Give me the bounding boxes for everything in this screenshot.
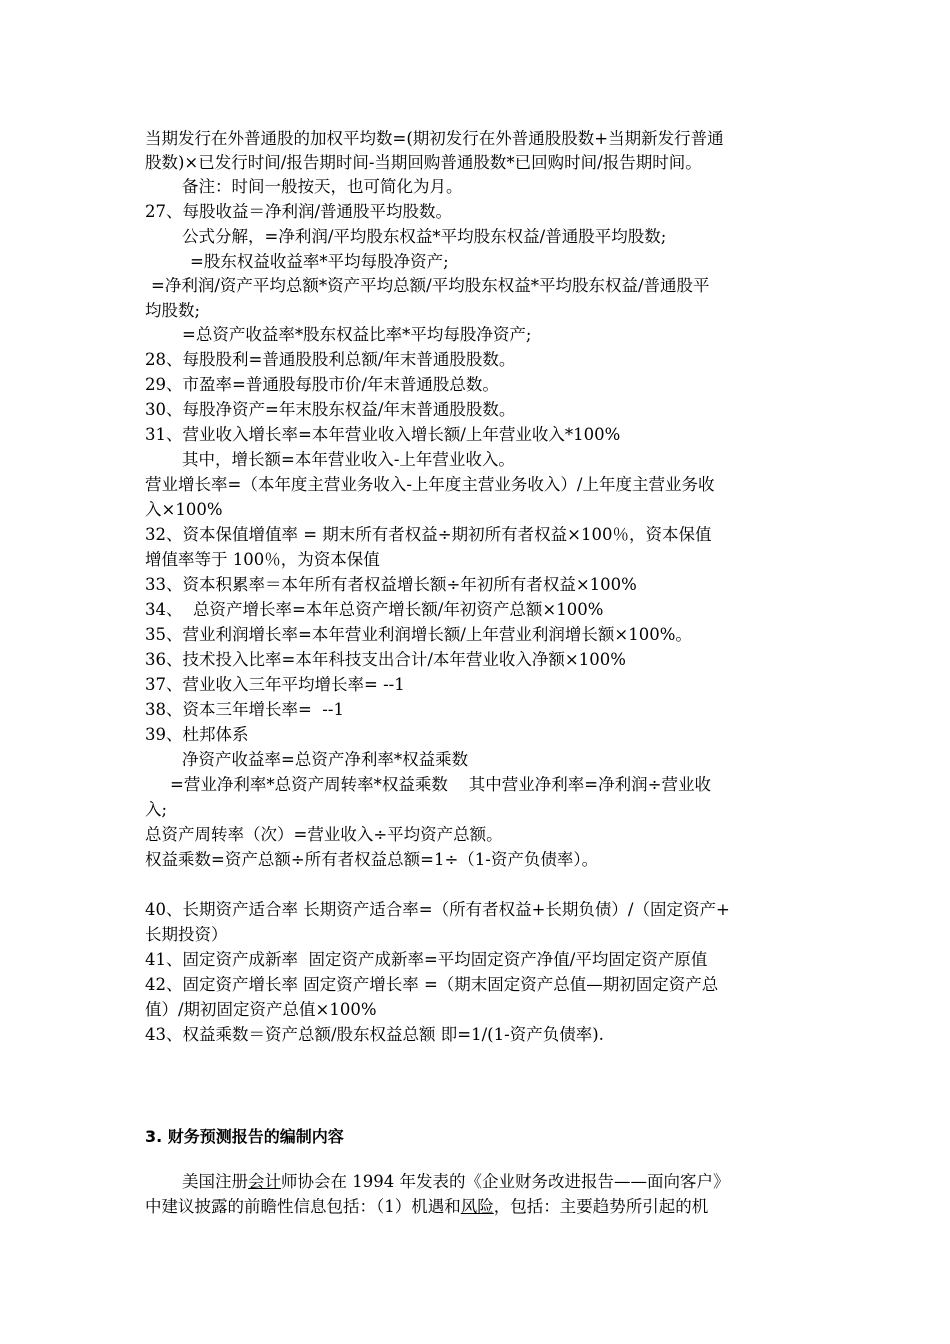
text-line: 营业增长率=（本年度主营业务收入-上年度主营业务收入）/上年度主营业务收	[145, 475, 715, 494]
text-line: 41、固定资产成新率 固定资产成新率=平均固定资产净值/平均固定资产原值	[145, 950, 708, 969]
text-line: 40、长期资产适合率 长期资产适合率=（所有者权益+长期负债）/（固定资产+	[145, 900, 730, 919]
text-line: 当期发行在外普通股的加权平均数=(期初发行在外普通股股数+当期新发行普通	[145, 129, 724, 148]
text-line: 43、权益乘数＝资产总额/股东权益总额 即=1/(1-资产负债率).	[145, 1025, 604, 1044]
text-line: 均股数;	[145, 301, 201, 320]
text-line: =净利润/资产平均总额*资产平均总额/平均股东权益*平均股东权益/普通股平	[151, 276, 710, 295]
text-line: 30、每股净资产=年末股东权益/年末普通股股数。	[145, 400, 516, 419]
text-line: 39、杜邦体系	[145, 725, 249, 744]
text-line: 股数)×已发行时间/报告期时间-当期回购普通股数*已回购时间/报告期时间。	[145, 153, 702, 172]
paragraph-text: 师协会在 1994 年发表的《企业财务改进报告——面向客户》	[281, 1172, 730, 1191]
text-line: 增值率等于 100％，为资本保值	[145, 550, 380, 569]
text-line: 38、资本三年增长率= --1	[145, 700, 344, 719]
text-line: 公式分解，=净利润/平均股东权益*平均股东权益/普通股平均股数;	[182, 227, 667, 246]
text-line: 备注：时间一般按天，也可简化为月。	[182, 177, 463, 196]
text-line: 29、市盈率=普通股每股市价/年末普通股总数。	[145, 375, 499, 394]
link-accounting[interactable]: 会计	[248, 1172, 281, 1191]
link-risk[interactable]: 风险	[460, 1197, 494, 1216]
text-line: 37、营业收入三年平均增长率= --1	[145, 675, 405, 694]
text-line: 36、技术投入比率=本年科技支出合计/本年营业收入净额×100%	[145, 650, 626, 669]
text-line: =股东权益收益率*平均每股净资产;	[190, 252, 449, 271]
text-line: 入×100%	[145, 500, 223, 519]
paragraph-text: 美国注册	[182, 1172, 248, 1191]
text-line: 32、资本保值增值率 = 期末所有者权益÷期初所有者权益×100％，资本保值	[145, 525, 712, 544]
text-line: =营业净利率*总资产周转率*权益乘数 其中营业净利率=净利润÷营业收	[170, 775, 711, 794]
text-line: 27、每股收益＝净利润/普通股平均股数。	[145, 202, 453, 221]
section-heading: 3. 财务预测报告的编制内容	[145, 1127, 344, 1146]
paragraph-line	[182, 1170, 729, 1194]
text-line: 净资产收益率=总资产净利率*权益乘数	[182, 750, 469, 769]
text-line: 35、营业利润增长率=本年营业利润增长额/上年营业利润增长额×100%。	[145, 625, 692, 644]
text-line: 总资产周转率（次）=营业收入÷平均资产总额。	[145, 825, 503, 844]
paragraph-line	[145, 1195, 708, 1219]
paragraph-text: ，包括：主要趋势所引起的机	[493, 1197, 709, 1216]
text-line: 33、资本积累率＝本年所有者权益增长额÷年初所有者权益×100%	[145, 575, 637, 594]
text-line: 31、营业收入增长率=本年营业收入增长额/上年营业收入*100%	[145, 425, 621, 444]
text-line: 其中，增长额=本年营业收入-上年营业收入。	[182, 450, 515, 469]
paragraph-text: 中建议披露的前瞻性信息包括：（1）机遇和	[145, 1197, 461, 1216]
text-line: 长期投资）	[145, 925, 228, 944]
text-line: =总资产收益率*股东权益比率*平均每股净资产;	[182, 325, 532, 344]
text-line: 28、每股股利=普通股股利总额/年末普通股股数。	[145, 350, 516, 369]
text-line: 入;	[145, 800, 168, 819]
text-line: 值）/期初固定资产总值×100%	[145, 1000, 377, 1019]
text-line: 42、固定资产增长率 固定资产增长率 =（期末固定资产总值—期初固定资产总	[145, 975, 719, 994]
text-line: 34、 总资产增长率=本年总资产增长额/年初资产总额×100%	[145, 600, 604, 619]
text-line: 权益乘数=资产总额÷所有者权益总额=1÷（1-资产负债率）。	[145, 850, 599, 869]
